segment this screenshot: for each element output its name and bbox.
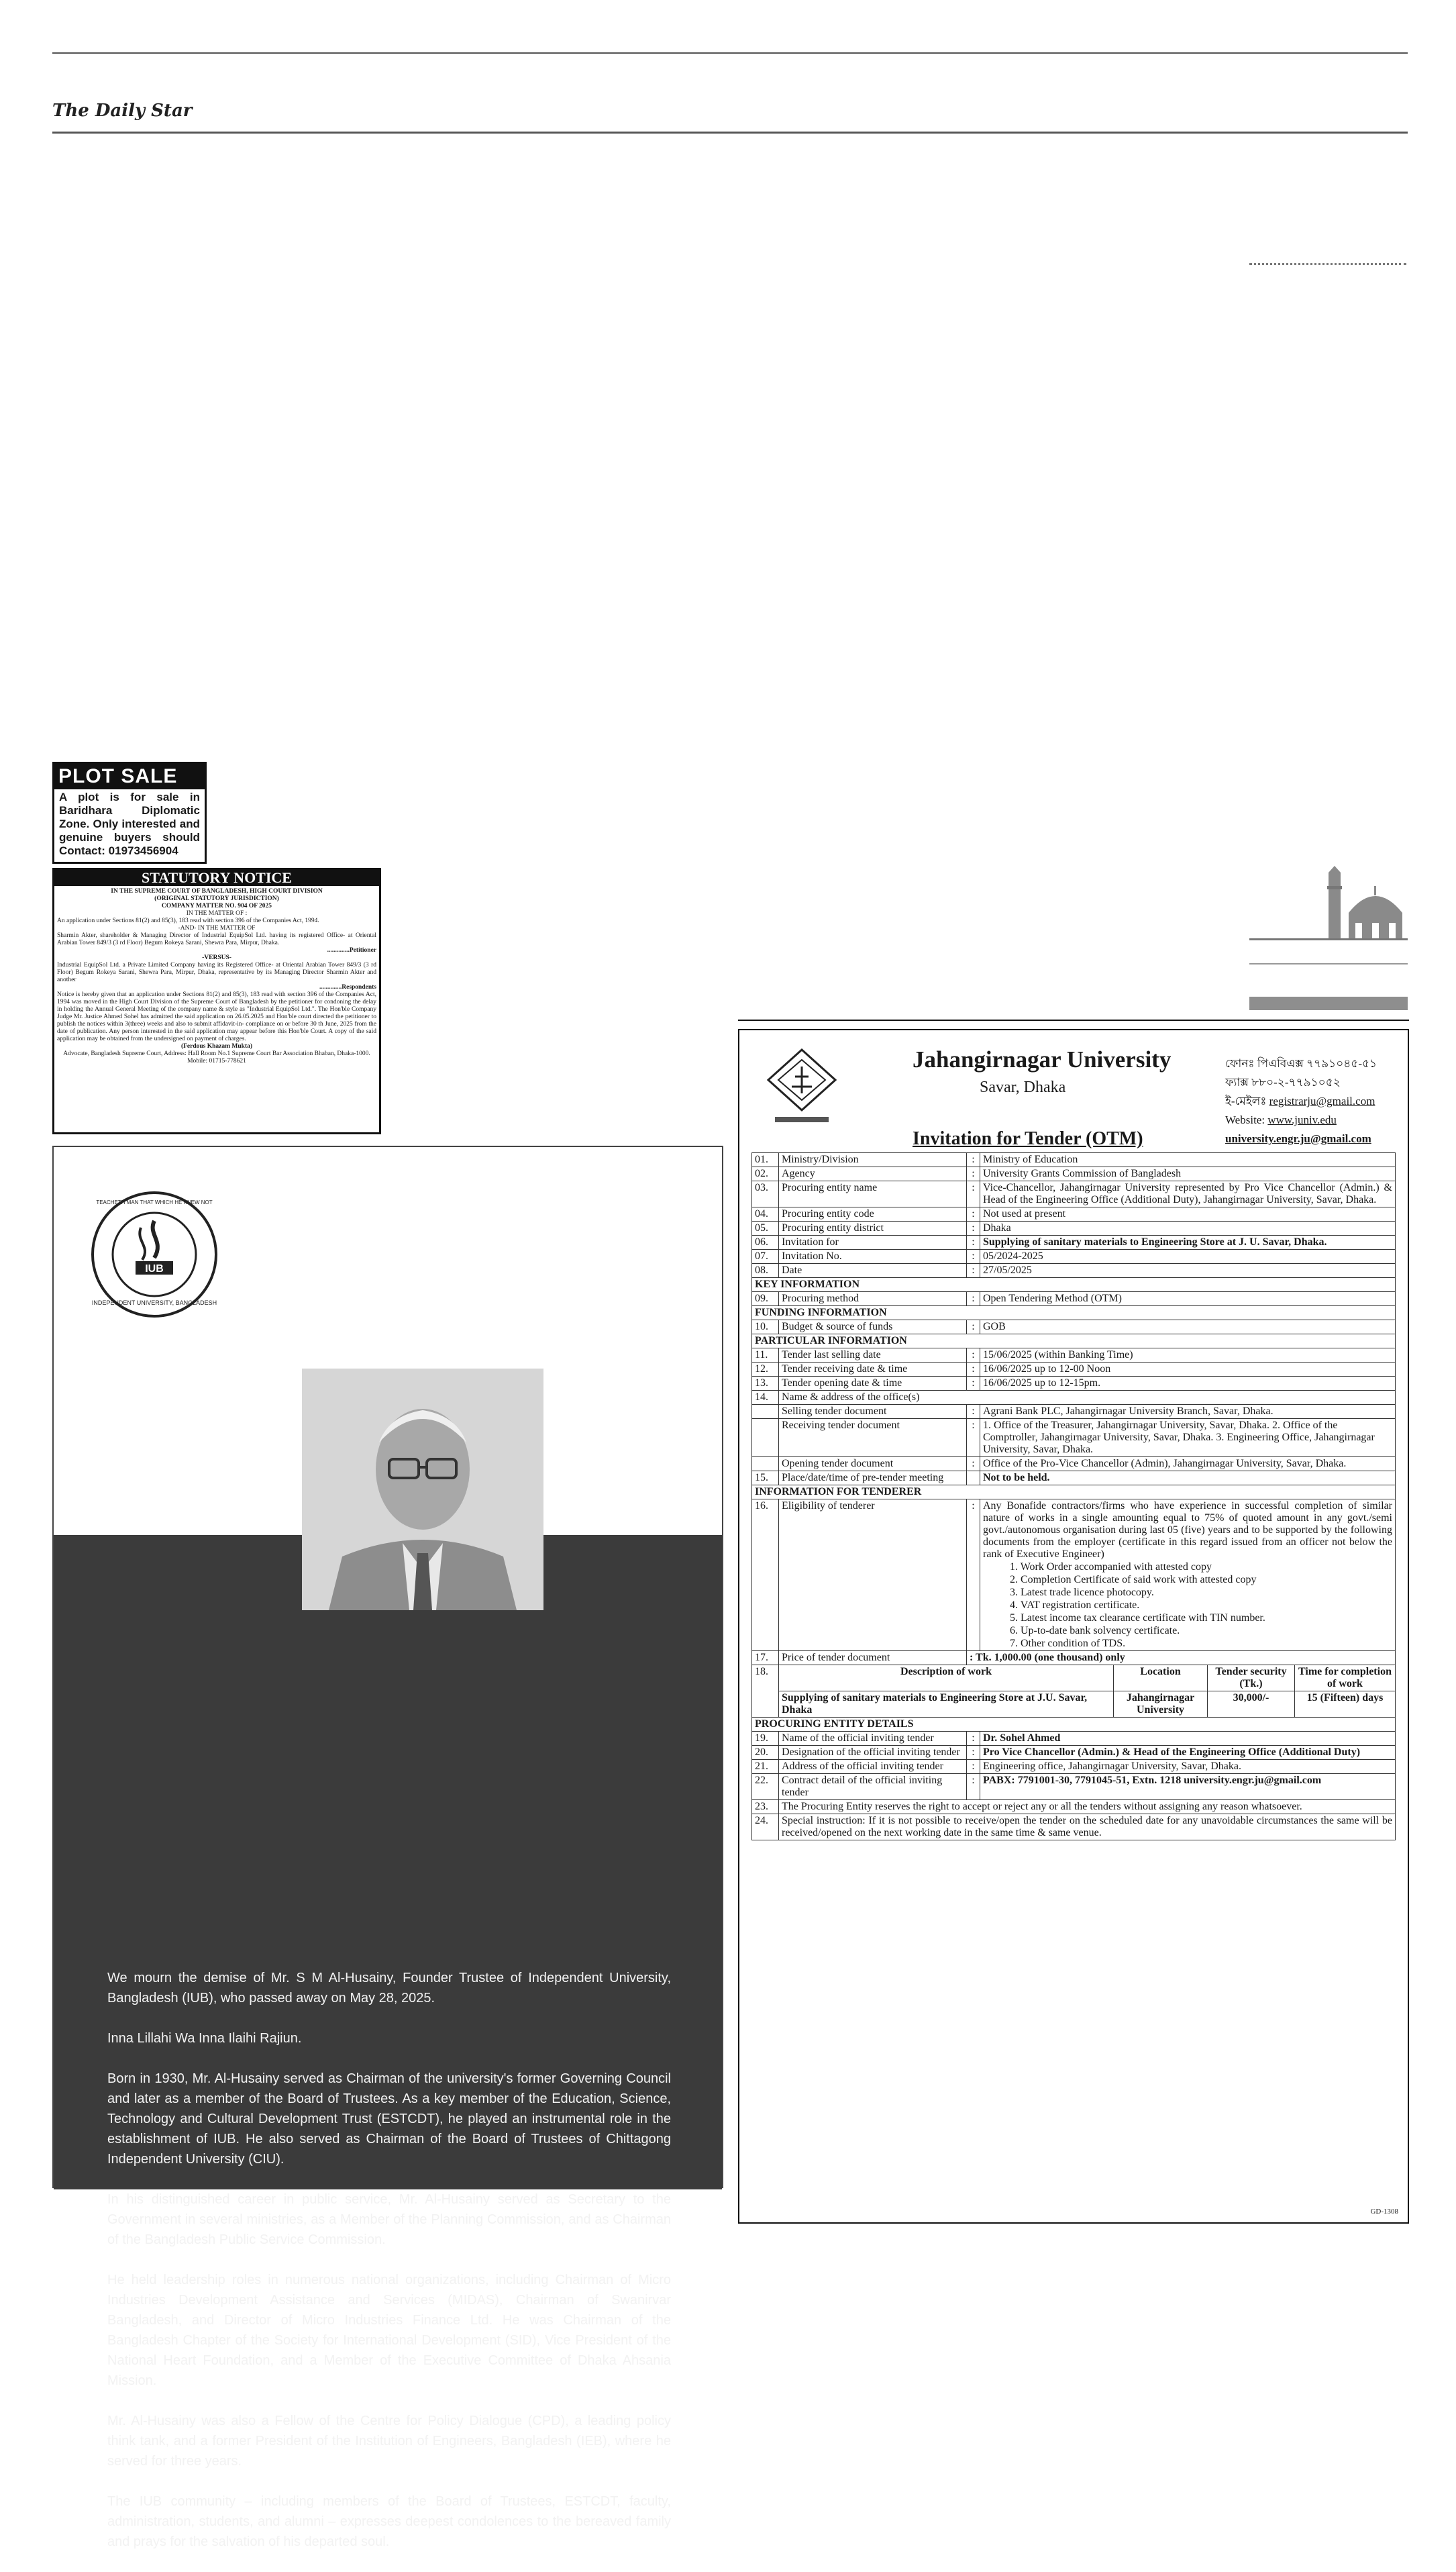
email-link[interactable]: registrarju@gmail.com: [1269, 1095, 1375, 1107]
obituary-text: [107, 1968, 671, 2572]
list-item: 7. Other condition of TDS.: [1010, 1638, 1126, 1649]
contact-block: [1225, 1054, 1377, 1148]
table-row: 18. Description of work Location Tender security (Tk.) Time for completion of work: [752, 1665, 1396, 1691]
plot-sale-ad: [52, 762, 207, 864]
versus: -VERSUS-: [202, 954, 231, 961]
tender-top-rule: [738, 1020, 1409, 1021]
portrait-icon: [302, 1369, 543, 1610]
plot-sale-heading: PLOT SALE: [54, 764, 205, 789]
respondent-text: Industrial EquipSol Ltd. a Private Limited Company having its Registered Office- at Oriental Arabian Tower 849/3 (3 rd Floor) Begum Rokeya Sarani, Shewra Para, Mirpur, Dhaka, representative by its Managing Director Sharmin Akter and another: [57, 962, 376, 983]
table-row: 16. Eligibility of tenderer : Any Bonafide contractors/firms who have experience in successful completion of similar nature of works in a single amounting equal to 75% of quoted amount in any govt./semi govt./autonomous organisation during last 05 (five) years and to be supported by the following documents from the employer (certificate in this regard issued from an officer not below the rank of Executive Engineer) 1. Work Order accompanied with attested copy 2. Completion Certificate of said work with attested copy 3. Latest trade licence photocopy. 4. VAT registration certificate. 5. Latest income tax clearance certificate with TIN number. 6. Up-to-date bank solvency certificate. 7. Other condition of TDS.: [752, 1499, 1396, 1651]
table-row: 01. Ministry/Division : Ministry of Education: [752, 1153, 1396, 1167]
special-instruction-text: If it is not possible to receive/open the tender on the scheduled date for any unavoidable circumstances the same will be received/opened on the next working date in the same time & same venue.: [782, 1815, 1393, 1838]
respondent-tag: ..............Respondents: [319, 984, 376, 991]
table-row: 03. Procuring entity name : Vice-Chancellor, Jahangirnagar University represented by Pro Vice Chancellor (Admin.) & Head of the Engineering Office (Additional Duty), Jahangirnagar University, Savar, Dhaka.: [752, 1181, 1396, 1207]
table-row: 12. Tender receiving date & time : 16/06/2025 up to 12-00 Noon: [752, 1363, 1396, 1377]
table-row: 24. Special instruction: If it is not possible to receive/open the tender on the scheduled date for any unavoidable circumstances the same will be received/opened on the next working date in the same time & same venue.: [752, 1814, 1396, 1840]
section-heading: INFORMATION FOR TENDERER: [752, 1485, 1396, 1499]
notice-text: Notice is hereby given that an application under Sections 81(2) and 85(3), 183 read with section 396 of the Companies Act, 1994 was moved in the High Court Division of the Supreme Court of Bangladesh by the petitioner for condoning the delay in holding the Annual General Meeting of the company name & style as "Industrial EquipSol Ltd.". The Hon'ble Company Judge Mr. Justice Ahmed Sohel has admitted the said application on 26.05.2025 and Hon'ble court directed the petitioner to publish the notices within 3(three) weeks and also to submit affidavit-in- compliance on or before 30 th June, 2025 from the date of publication. Any person interested in the said application may appear before this Hon'ble Court. A copy of the said application may be obtained from the undersigned on payment of charges.: [57, 991, 376, 1042]
section-heading: FUNDING INFORMATION: [752, 1306, 1396, 1320]
table-row: 07. Invitation No. : 05/2024-2025: [752, 1250, 1396, 1264]
eligibility-text: Any Bonafide contractors/firms who have experience in successful completion of similar nature of works in a single amounting equal to 75% of quoted amount in any govt./semi govt./autonomous organisation during last 05 (five) years and to be supported by the following documents from the employer (certificate in this regard issued from an officer not below the rank of Executive Engineer): [983, 1500, 1392, 1560]
table-row: 06. Invitation for : Supplying of sanitary materials to Engineering Store at J. U. Savar, Dhaka.: [752, 1236, 1396, 1250]
table-row: 13. Tender opening date & time : 16/06/2025 up to 12-15pm.: [752, 1377, 1396, 1391]
mosque-icon: [1315, 866, 1409, 940]
and-matter: -AND- IN THE MATTER OF: [178, 925, 256, 932]
obituary-paragraph: The IUB community – including members of the Board of Trustees, ESTCDT, faculty, administration, students, and alumni – expresses deepest condolences to the bereaved family and prays for the salvation of his departed soul.: [107, 2494, 671, 2549]
signer-details: Advocate, Bangladesh Supreme Court, Address: Hall Room No.1 Supreme Court Bar Association Bhaban, Dhaka-1000. Mobile: 01715-778621: [63, 1050, 370, 1065]
table-row: 09. Procuring method : Open Tendering Method (OTM): [752, 1292, 1396, 1306]
jurisdiction: (ORIGINAL STATUTORY JURISDICTION): [154, 895, 279, 902]
website-label: Website:: [1225, 1114, 1265, 1126]
table-row: 05. Procuring entity district : Dhaka: [752, 1222, 1396, 1236]
in-matter-of: IN THE MATTER OF :: [186, 910, 248, 917]
table-row: 20. Designation of the official inviting tender : Pro Vice Chancellor (Admin.) & Head of the Engineering Office (Additional Duty): [752, 1746, 1396, 1760]
list-item: 4. VAT registration certificate.: [1010, 1599, 1140, 1611]
special-instruction-label: Special instruction:: [782, 1815, 866, 1826]
university-name: Jahangirnagar University: [913, 1046, 1172, 1073]
table-row: 15. Place/date/time of pre-tender meeting Not to be held.: [752, 1471, 1396, 1485]
obituary-paragraph: Born in 1930, Mr. Al-Husainy served as Chairman of the university's former Governing Council and later as a member of the Board of Trustees. As a key member of the Education, Science, Technology and Cultural Development Trust (ESTCDT), he played an instrumental role in the establishment of IUB. He also served as Chairman of the Board of Trustees of Chittagong Independent University (CIU).: [107, 2071, 671, 2167]
grey-divider-thin: [1249, 963, 1408, 964]
masthead-rule: [52, 132, 1408, 134]
court-name: IN THE SUPREME COURT OF BANGLADESH, HIGH COURT DIVISION: [111, 888, 323, 895]
website-line: [1225, 1111, 1377, 1130]
section-heading: PARTICULAR INFORMATION: [752, 1334, 1396, 1348]
table-row: 17. Price of tender document : Tk. 1,000.00 (one thousand) only: [752, 1651, 1396, 1665]
table-row: Receiving tender document : 1. Office of the Treasurer, Jahangirnagar University, Savar, Dhaka. 2. Office of the Comptroller, Jahangirnagar University, Savar, Dhaka. 3. Engineering Office, Jahangirnagar University, Savar, Dhaka.: [752, 1419, 1396, 1457]
table-row: Supplying of sanitary materials to Engineering Store at J.U. Savar, Dhaka Jahangirnagar University 30,000/- 15 (Fifteen) days: [752, 1691, 1396, 1718]
iub-logo-text: INDEPENDENT UNIVERSITY, BANGLADESH: [91, 1299, 217, 1306]
table-row: 19. Name of the official inviting tender : Dr. Sohel Ahmed: [752, 1732, 1396, 1746]
engineering-email[interactable]: university.engr.ju@gmail.com: [1225, 1132, 1371, 1145]
university-location: Savar, Dhaka: [980, 1079, 1066, 1096]
table-row: 23. The Procuring Entity reserves the right to accept or reject any or all the tenders without assigning any reason whatsoever.: [752, 1800, 1396, 1814]
tender-title: Invitation for Tender (OTM): [913, 1128, 1143, 1149]
fax: ফ্যাক্স ৮৮০-২-৭৭৯১০৫২: [1225, 1076, 1341, 1089]
table-row: 02. Agency : University Grants Commission of Bangladesh: [752, 1167, 1396, 1181]
list-item: 6. Up-to-date bank solvency certificate.: [1010, 1625, 1180, 1636]
list-item: 1. Work Order accompanied with attested copy: [1010, 1561, 1212, 1573]
tender-notice: [738, 1029, 1409, 2224]
list-item: 3. Latest trade licence photocopy.: [1010, 1587, 1154, 1598]
list-item: 5. Latest income tax clearance certificate with TIN number.: [1010, 1612, 1265, 1624]
reference-code: GD-1308: [1370, 2208, 1398, 2216]
grey-divider: [1249, 938, 1408, 940]
statutory-heading: STATUTORY NOTICE: [54, 870, 379, 886]
table-row: 04. Procuring entity code : Not used at present: [752, 1207, 1396, 1222]
iub-logo-motto: TEACHETH MAN THAT WHICH HE KNEW NOT: [96, 1199, 213, 1205]
tender-header: [751, 1040, 1396, 1152]
masthead-logo: The Daily Star: [52, 101, 193, 121]
dotted-divider: [1249, 263, 1406, 265]
table-row: 11. Tender last selling date : 15/06/2025 (within Banking Time): [752, 1348, 1396, 1363]
obituary-paragraph: He held leadership roles in numerous national organizations, including Chairman of Micro Industries Development Assistance and Services (MIDAS), Chairman of Swanirvar Bangladesh, and Director of Micro Industries Finance Ltd. He was Chairman of the Bangladesh Chapter of the Society for International Development (SID), Vice President of the National Heart Foundation, and a Member of the Executive Committee of Dhaka Ahsania Mission.: [107, 2273, 671, 2388]
table-row: 21. Address of the official inviting tender : Engineering office, Jahangirnagar University, Savar, Dhaka.: [752, 1760, 1396, 1774]
iub-logo-icon: [87, 1187, 221, 1322]
email-line: [1225, 1092, 1377, 1111]
plot-sale-body: A plot is for sale in Baridhara Diplomatic Zone. Only interested and genuine buyers should Contact: 01973456904: [59, 791, 200, 857]
company-matter: COMPANY MATTER NO. 904 OF 2025: [161, 903, 272, 909]
petitioner-text: Sharmin Akter, shareholder & Managing Director of Industrial EquipSol Ltd. having its registered Office- at Oriental Arabian Tower 849/3 (3 rd Floor) Begum Rokeya Sarani, Shewra Para, Mirpur, Dhaka.: [57, 932, 376, 946]
obituary-body: [54, 1535, 722, 2549]
section-heading: KEY INFORMATION: [752, 1278, 1396, 1292]
grey-bar: [1249, 997, 1408, 1010]
signer-name: (Ferdous Khazam Mukta): [180, 1043, 253, 1050]
iub-obituary: [52, 1146, 723, 2549]
obituary-paragraph: Mr. Al-Husainy was also a Fellow of the Centre for Policy Dialogue (CPD), a leading policy think tank, and a former President of the Institution of Engineers, Bangladesh (IEB), where he served for three years.: [107, 2414, 671, 2469]
statutory-notice: [52, 868, 381, 1134]
phone: ফোনঃ পিএবিএক্স ৭৭৯১০৪৫-৫১: [1225, 1057, 1377, 1070]
top-rule: [52, 52, 1408, 54]
obituary-paragraph: Inna Lillahi Wa Inna Ilaihi Rajiun.: [107, 2031, 302, 2046]
email-label: ই-মেইলঃ: [1225, 1095, 1267, 1107]
table-row: Opening tender document : Office of the Pro-Vice Chancellor (Admin), Jahangirnagar University, Savar, Dhaka.: [752, 1457, 1396, 1471]
iub-logo-abbr: IUB: [145, 1263, 164, 1275]
university-emblem-icon: [765, 1046, 839, 1134]
obituary-paragraph: We mourn the demise of Mr. S M Al-Husainy, Founder Trustee of Independent University, Bangladesh (IUB), who passed away on May 28, 2025.: [107, 1971, 671, 2006]
table-row: 10. Budget & source of funds : GOB: [752, 1320, 1396, 1334]
website-link[interactable]: www.juniv.edu: [1267, 1114, 1337, 1126]
portrait-photo: [302, 1369, 543, 1610]
application-text: An application under Sections 81(2) and 85(3), 183 read with section 396 of the Companies Act, 1994.: [57, 918, 319, 924]
table-row: 14. Name & address of the office(s): [752, 1391, 1396, 1405]
eligibility-list: [983, 1561, 1392, 1650]
table-row: Selling tender document : Agrani Bank PLC, Jahangirnagar University Branch, Savar, Dhaka.: [752, 1405, 1396, 1419]
obituary-paragraph: In his distinguished career in public service, Mr. Al-Husainy served as Secretary to the Government in several ministries, as a Member of the Planning Commission, and as Chairman of the Bangladesh Public Service Commission.: [107, 2192, 671, 2247]
list-item: 2. Completion Certificate of said work with attested copy: [1010, 1574, 1257, 1585]
tender-table: [751, 1152, 1396, 1840]
table-row: 22. Contract detail of the official inviting tender : PABX: 7791001-30, 7791045-51, Extn. 1218 university.engr.ju@gmail.com: [752, 1774, 1396, 1800]
section-heading: PROCURING ENTITY DETAILS: [752, 1718, 1396, 1732]
table-row: 08. Date : 27/05/2025: [752, 1264, 1396, 1278]
petitioner-tag: ..............Petitioner: [327, 947, 376, 954]
